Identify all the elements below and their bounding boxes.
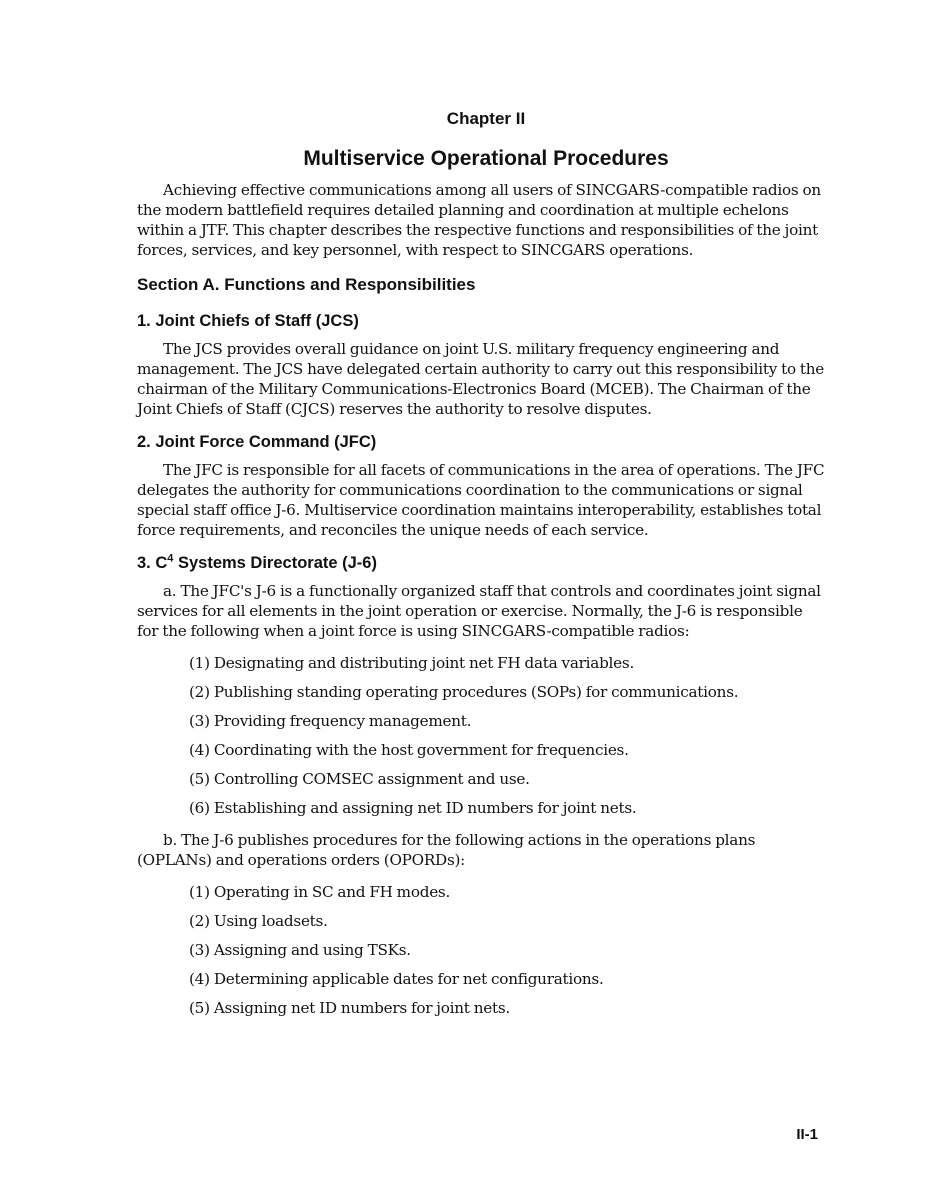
list-item: (5) Assigning net ID numbers for joint nets.: [189, 999, 510, 1017]
j6-list-a: [137, 653, 827, 818]
list-item: (4) Determining applicable dates for net configurations.: [189, 970, 604, 988]
list-item: (6) Establishing and assigning net ID numbers for joint nets.: [189, 799, 637, 817]
list-item: (1) Operating in SC and FH modes.: [189, 883, 451, 901]
j6-paragraph-b: b. The J-6 publishes procedures for the following actions in the operations plans (OPLANs) and operations orders (OPORDs):: [137, 831, 756, 869]
list-item: (3) Providing frequency management.: [189, 712, 472, 730]
jfc-paragraph: The JFC is responsible for all facets of communications in the area of operations. The JFC delegates the authority for communications coordination to the communications or signal special staff office J-6. Multiservice coordination maintains interoperability, establishes total force requirements, and reconciles the unique needs of each service.: [137, 461, 825, 539]
j6-heading: [137, 552, 827, 574]
list-item: (5) Controlling COMSEC assignment and use.: [189, 770, 530, 788]
intro-paragraph: Achieving effective communications among all users of SINCGARS-compatible radios on the modern battlefield requires detailed planning and coordination at multiple echelons within a JTF. This chapter describes the respective functions and responsibilities of the joint forces, services, and key personnel, with respect to SINCGARS operations.: [137, 181, 821, 259]
list-item: (2) Using loadsets.: [189, 912, 328, 930]
j6-paragraph-a: a. The JFC's J-6 is a functionally organized staff that controls and coordinates joint signal services for all elements in the joint operation or exercise. Normally, the J-6 is responsible for the following when a joint force is using SINCGARS-compatible radios:: [137, 582, 821, 640]
jcs-paragraph: The JCS provides overall guidance on joint U.S. military frequency engineering and management. The JCS have delegated certain authority to carry out this responsibility to the chairman of the Military Communications-Electronics Board (MCEB). The Chairman of the Joint Chiefs of Staff (CJCS) reserves the authority to resolve disputes.: [137, 340, 825, 418]
page-content: [137, 108, 827, 1030]
chapter-title: Multiservice Operational Procedures: [303, 147, 669, 170]
j6-list-b: [137, 882, 827, 1018]
j6-heading-prefix: 3. C: [137, 554, 168, 572]
list-item: (1) Designating and distributing joint net FH data variables.: [189, 654, 635, 672]
list-item: (3) Assigning and using TSKs.: [189, 941, 411, 959]
chapter-label: Chapter II: [446, 109, 526, 128]
j6-heading-superscript: 4: [167, 552, 174, 565]
section-a-heading: Section A. Functions and Responsibilities: [137, 275, 476, 294]
list-item: (4) Coordinating with the host government for frequencies.: [189, 741, 629, 759]
page-number: II-1: [796, 1126, 818, 1143]
list-item: (2) Publishing standing operating procedures (SOPs) for communications.: [189, 683, 739, 701]
j6-heading-suffix: Systems Directorate (J-6): [173, 554, 377, 572]
jcs-heading: 1. Joint Chiefs of Staff (JCS): [137, 312, 359, 330]
jfc-heading: 2. Joint Force Command (JFC): [137, 433, 377, 451]
